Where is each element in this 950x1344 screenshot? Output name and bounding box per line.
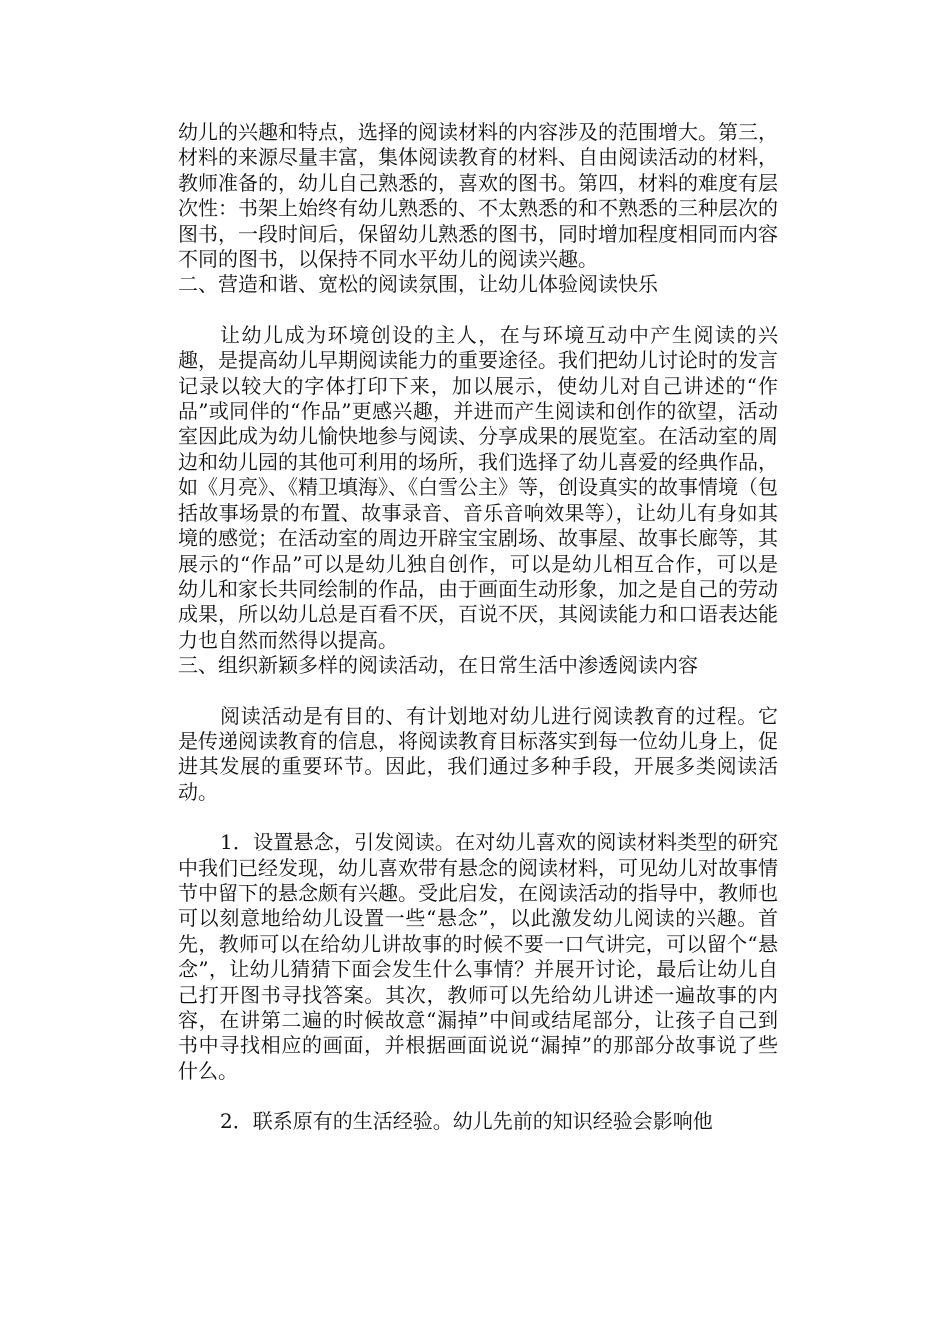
paragraph-life-experience: 2．联系原有的生活经验。幼儿先前的知识经验会影响他 [220, 1109, 713, 1134]
paragraph-reading-environment: 让幼儿成为环境创设的主人，在与环境互动中产生阅读的兴趣，是提高幼儿早期阅读能力的重要途径。我们把幼儿讨论时的发言记录以较大的字体打印下来，加以展示，使幼儿对自己讲述的“作品”或同伴的“作品”更感兴趣，并进而产生阅读和创作的欲望，活动室因此成为幼儿愉快地参与阅读、分享成果的展览室。在活动室的周边和幼儿园的其他可利用的场所，我们选择了幼儿喜爱的经典作品，如《月亮》、《精卫填海》、《白雪公主》等，创设真实的故事情境（包括故事场景的布置、故事录音、音乐音响效果等），让幼儿有身如其境的感觉；在活动室的周边开辟宝宝剧场、故事屋、故事长廊等，其展示的“作品”可以是幼儿独自创作，可以是幼儿相互合作，可以是幼儿和家长共同绘制的作品，由于画面生动形象，加之是自己的劳动成果，所以幼儿总是百看不厌，百说不厌，其阅读能力和口语表达能力也自然而然得以提高。 [178, 322, 778, 652]
section-heading-2: 二、营造和谐、宽松的阅读氛围，让幼儿体验阅读快乐 [178, 272, 658, 297]
document-page [178, 120, 778, 1135]
paragraph-reading-materials: 幼儿的兴趣和特点，选择的阅读材料的内容涉及的范围增大。第三，材料的来源尽量丰富，集体阅读教育的材料、自由阅读活动的材料，教师准备的，幼儿自己熟悉的，喜欢的图书。第四，材料的难度有层次性：书架上始终有幼儿熟悉的、不太熟悉的和不熟悉的三种层次的图书，一段时间后，保留幼儿熟悉的图书，同时增加程度相同而内容不同的图书，以保持不同水平幼儿的阅读兴趣。 [178, 120, 778, 272]
paragraph-reading-activities: 阅读活动是有目的、有计划地对幼儿进行阅读教育的过程。它是传递阅读教育的信息，将阅读教育目标落实到每一位幼儿身上，促进其发展的重要环节。因此，我们通过多种手段，开展多类阅读活动。 [178, 703, 778, 804]
section-heading-3: 三、组织新颖多样的阅读活动，在日常生活中渗透阅读内容 [178, 653, 698, 678]
paragraph-suspense: 1．设置悬念，引发阅读。在对幼儿喜欢的阅读材料类型的研究中我们已经发现，幼儿喜欢带有悬念的阅读材料，可见幼儿对故事情节中留下的悬念颇有兴趣。受此启发，在阅读活动的指导中，教师也可以刻意地给幼儿设置一些“悬念”，以此激发幼儿阅读的兴趣。首先，教师可以在给幼儿讲故事的时候不要一口气讲完，可以留个“悬念”，让幼儿猜猜下面会发生什么事情？并展开讨论，最后让幼儿自己打开图书寻找答案。其次，教师可以先给幼儿讲述一遍故事的内容，在讲第二遍的时候故意“漏掉”中间或结尾部分，让孩子自己到书中寻找相应的画面，并根据画面说说“漏掉”的那部分故事说了些什么。 [178, 830, 778, 1083]
